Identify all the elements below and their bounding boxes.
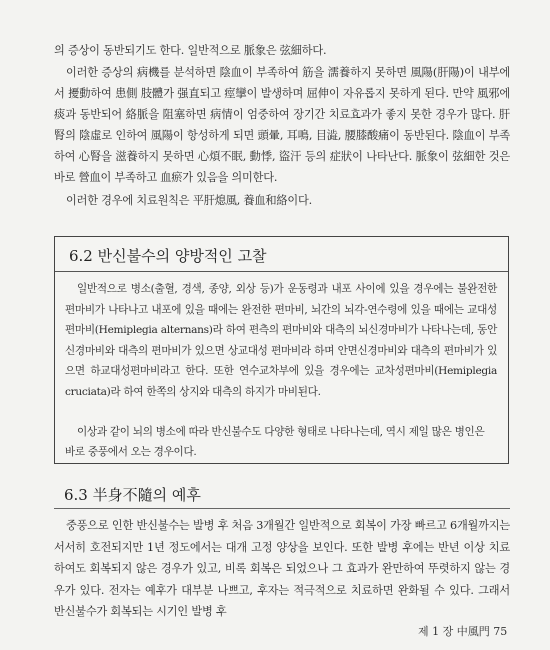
section-heading-6-3: 6.3 半身不隨의 예후 bbox=[64, 486, 201, 504]
paragraph-pathogenesis: 이러한 증상의 病機를 분석하면 陰血이 부족하여 筋을 濡養하지 못하면 風陽(肝陽)이 내부에서 擾動하여 患側 肢體가 强直되고 痙攣이 발생하며 屈伸이 자유롭지 못하게 된다. 만약 風邪에 痰과 동반되어 絡脈을 阻塞하면 病情이 엄중하여 장기간 치료효과가 좋지 못한 경우가 많다. 肝腎의 陰虛로 인하여 風陽이 항성하게 되면 頭暈, 耳鳴, 目澁, 腰膝酸痛이 동반된다. 陰血이 부족하여 心腎을 滋養하지 못하면 心煩不眠, 動悸, 盜汗 등의 症狀이 나타난다. 脈象이 弦細한 것은 바로 營血이 부족하고 血瘀가 있음을 의미한다. bbox=[54, 66, 510, 184]
heading-divider bbox=[54, 508, 510, 509]
western-medicine-box bbox=[54, 236, 509, 464]
box-paragraph-stroke-cause: 이상과 같이 뇌의 병소에 따라 반신불수도 다양한 형태로 나타나는데, 역시 제일 많은 병인은 바로 중풍에서 오는 경우이다. bbox=[65, 426, 485, 458]
paragraph-pulse-summary: 의 증상이 동반되기도 한다. 일반적으로 脈象은 弦細하다. bbox=[54, 44, 327, 57]
box-paragraph-lesion-types: 일반적으로 병소(출혈, 경색, 종양, 외상 등)가 운동령과 내포 사이에 있을 경우에는 불완전한 편마비가 나타나고 내포에 있을 때에는 완전한 편마비, 뇌간의 뇌각-연수령에 있을 때에는 교대성편마비(Hemiplegia alternans)라 하여 편측의 편마비와 대측의 뇌신경마비가 나타나는데, 동안신경마비와 대측의 편마비가 있으면 상교대성 편마비라 하며 안면신경마비와 대측의 편마비가 있으면 하교대성편마비라고 한다. 또한 연수교차부에 있을 경우에는 교차성편마비(Hemiplegia cruciata)라 하여 한쪽의 상지와 대측의 하지가 마비된다. bbox=[65, 283, 497, 398]
heading-divider bbox=[55, 271, 508, 272]
section-heading-6-2: 6.2 반신불수의 양방적인 고찰 bbox=[69, 247, 267, 265]
paragraph-treatment-principle: 이러한 경우에 치료원칙은 平肝熄風, 養血和絡이다. bbox=[66, 194, 312, 207]
paragraph-prognosis: 중풍으로 인한 반신불수는 발병 후 처음 3개월간 일반적으로 회복이 가장 빠르고 6개월까지는 서서히 호전되지만 1년 정도에서는 대개 고정 양상을 보인다. 또한 발병 후에는 반년 이상 치료하여도 회복되지 않은 경우가 있고, 비록 회복은 되었으나 그 효과가 완만하여 뚜렷하지 않는 경우가 있다. 전자는 예후가 대부분 나쁘고, 후자는 적극적으로 치료하면 완화될 수 있다. 그래서 반신불수가 회복되는 시기인 발병 후 bbox=[54, 519, 510, 618]
page-footer: 제 1 장 中風門 75 bbox=[418, 625, 508, 638]
